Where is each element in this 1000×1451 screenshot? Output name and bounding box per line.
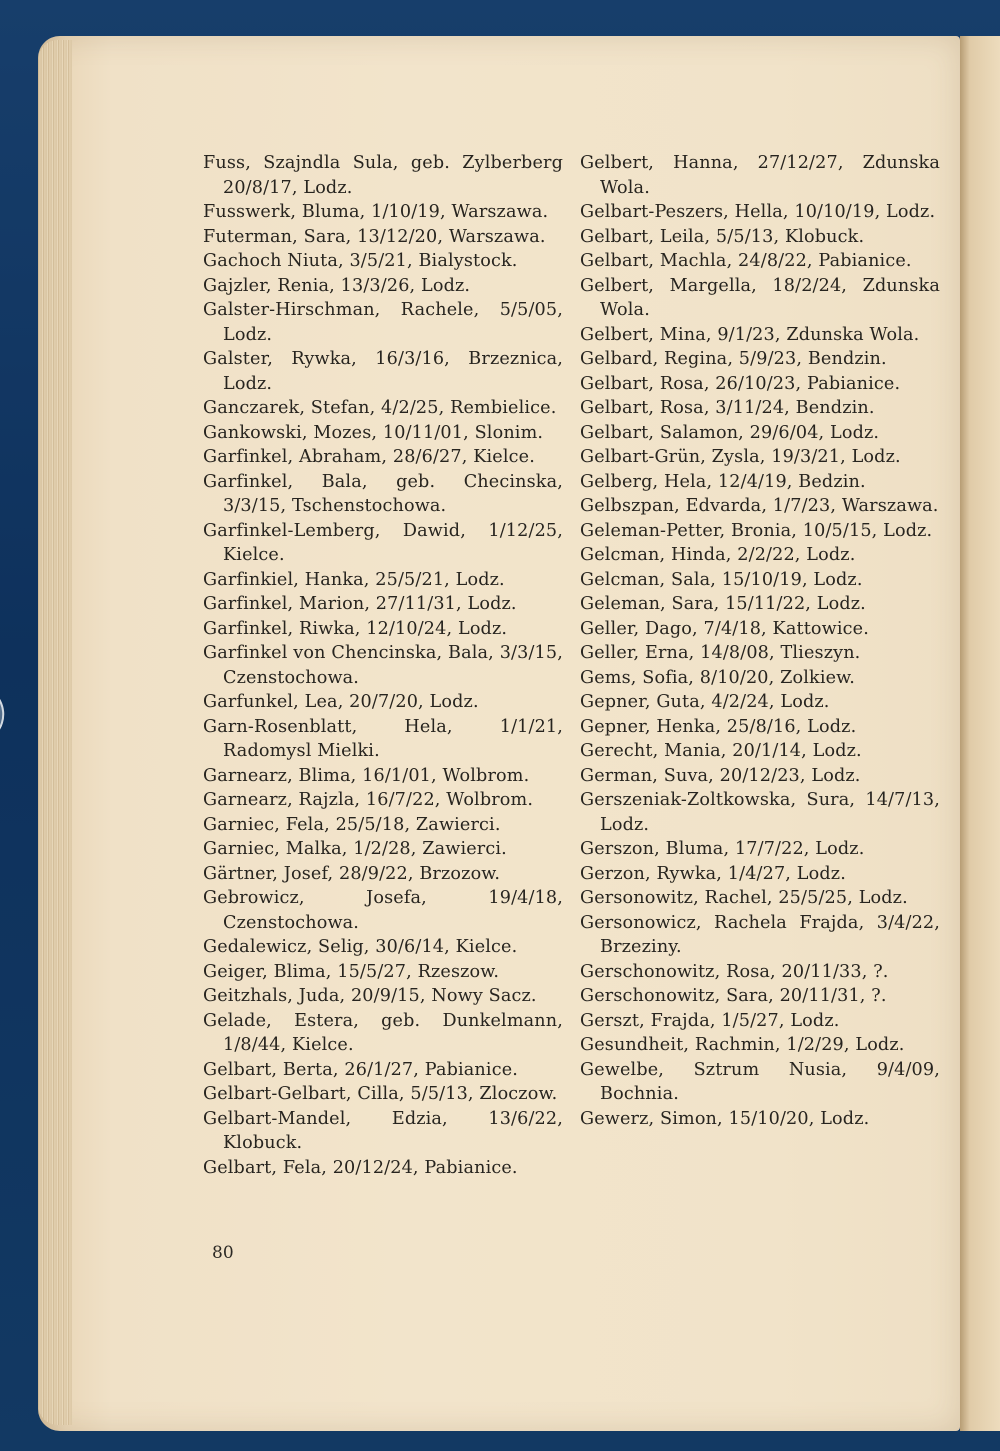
list-entry: Gelbart-Gelbart, Cilla, 5/5/13, Zloczow. (203, 1084, 558, 1104)
list-entry: Garfinkiel, Hanka, 25/5/21, Lodz. (203, 569, 505, 590)
list-entry: Garfinkel-Lemberg, Dawid, 1/12/25, Kielce. (203, 520, 563, 565)
list-entry: Gerszon, Bluma, 17/7/22, Lodz. (580, 839, 865, 859)
page-number: 80 (212, 1243, 234, 1263)
list-entry: Gerschonowitz, Sara, 20/11/31, ?. (580, 986, 887, 1006)
list-entry: Gebrowicz, Josefa, 19/4/18, Czenstochowa. (203, 888, 563, 933)
list-entry: Gärtner, Josef, 28/9/22, Brzozow. (203, 863, 501, 884)
list-entry: Galster-Hirschman, Rachele, 5/5/05, Lodz. (203, 300, 563, 345)
list-entry: Gachoch Niuta, 3/5/21, Bialystock. (203, 251, 518, 271)
list-entry: Gedalewicz, Selig, 30/6/14, Kielce. (203, 937, 518, 957)
list-entry: Garniec, Fela, 25/5/18, Zawierci. (203, 814, 501, 835)
list-entry: Garnearz, Blima, 16/1/01, Wolbrom. (203, 765, 530, 786)
list-entry: Garn-Rosenblatt, Hela, 1/1/21, Radomysl Mielki. (203, 716, 563, 761)
list-entry: Gerschonowitz, Rosa, 20/11/33, ?. (580, 961, 889, 982)
list-entry: Gelbert, Margella, 18/2/24, Zdunska Wola. (580, 275, 940, 320)
list-entry: Garfinkel, Marion, 27/11/31, Lodz. (203, 594, 517, 614)
list-entry: Garfinkel, Bala, geb. Checinska, 3/3/15, Tschenstochowa. (203, 471, 563, 516)
list-entry: Gerecht, Mania, 20/1/14, Lodz. (580, 741, 862, 761)
list-entry: Gelbart, Fela, 20/12/24, Pabianice. (203, 1157, 518, 1178)
list-entry: Gewerz, Simon, 15/10/20, Lodz. (580, 1108, 870, 1129)
list-entry: Gelbszpan, Edvarda, 1/7/23, Warszawa. (580, 496, 939, 516)
right-column (580, 151, 940, 1131)
list-entry: Garfunkel, Lea, 20/7/20, Lodz. (203, 692, 479, 712)
list-entry: German, Suva, 20/12/23, Lodz. (580, 765, 861, 786)
list-entry: Garfinkel von Chencinska, Bala, 3/3/15, Czenstochowa. (203, 643, 563, 688)
list-entry: Gelberg, Hela, 12/4/19, Bedzin. (580, 471, 866, 492)
list-entry: Galster, Rywka, 16/3/16, Brzeznica, Lodz. (203, 349, 563, 394)
list-entry: Gems, Sofia, 8/10/20, Zolkiew. (580, 667, 856, 688)
list-entry: Geiger, Blima, 15/5/27, Rzeszow. (203, 961, 500, 982)
list-entry: Gerszeniak-Zoltkowska, Sura, 14/7/13, Lodz. (580, 790, 940, 835)
list-entry: Gelbart, Rosa, 3/11/24, Bendzin. (580, 398, 875, 418)
list-entry: Gesundheit, Rachmin, 1/2/29, Lodz. (580, 1035, 905, 1055)
list-entry: Garfinkel, Abraham, 28/6/27, Kielce. (203, 447, 535, 467)
list-entry: Geller, Erna, 14/8/08, Tlieszyn. (580, 643, 861, 663)
list-entry: Gelcman, Sala, 15/10/19, Lodz. (580, 569, 863, 590)
list-entry: Futerman, Sara, 13/12/20, Warszawa. (203, 226, 546, 247)
list-entry: Gajzler, Renia, 13/3/26, Lodz. (203, 275, 471, 296)
list-entry: Gersonowicz, Rachela Frajda, 3/4/22, Brzeziny. (580, 912, 940, 957)
list-entry: Gelade, Estera, geb. Dunkelmann, 1/8/44, Kielce. (203, 1010, 563, 1055)
list-entry: Garfinkel, Riwka, 12/10/24, Lodz. (203, 618, 508, 639)
list-entry: Gelbart, Leila, 5/5/13, Klobuck. (580, 226, 865, 247)
list-entry: Garniec, Malka, 1/2/28, Zawierci. (203, 839, 507, 859)
list-entry: Gerszt, Frajda, 1/5/27, Lodz. (580, 1010, 840, 1031)
list-entry: Gelbart, Machla, 24/8/22, Pabianice. (580, 251, 912, 271)
list-entry: Gankowski, Mozes, 10/11/01, Slonim. (203, 422, 544, 443)
list-entry: Gelbart-Grün, Zysla, 19/3/21, Lodz. (580, 447, 901, 467)
list-entry: Garnearz, Rajzla, 16/7/22, Wolbrom. (203, 790, 534, 810)
list-entry: Geleman, Sara, 15/11/22, Lodz. (580, 594, 866, 614)
list-entry: Gelbart-Peszers, Hella, 10/10/19, Lodz. (580, 202, 936, 222)
list-entry: Gepner, Guta, 4/2/24, Lodz. (580, 692, 830, 712)
list-entry: Gelbart, Salamon, 29/6/04, Lodz. (580, 422, 880, 443)
page-stack-edges (38, 40, 72, 1425)
list-entry: Gelbart, Berta, 26/1/27, Pabianice. (203, 1059, 518, 1080)
list-entry: Fusswerk, Bluma, 1/10/19, Warszawa. (203, 202, 549, 222)
list-entry: Gewelbe, Sztrum Nusia, 9/4/09, Bochnia. (580, 1059, 940, 1104)
list-entry: Gelbard, Regina, 5/9/23, Bendzin. (580, 349, 887, 369)
list-entry: Geller, Dago, 7/4/18, Kattowice. (580, 618, 869, 639)
list-entry: Gelbart-Mandel, Edzia, 13/6/22, Klobuck. (203, 1108, 563, 1153)
list-entry: Gelbart, Rosa, 26/10/23, Pabianice. (580, 373, 901, 394)
list-entry: Geitzhals, Juda, 20/9/15, Nowy Sacz. (203, 986, 537, 1006)
list-entry: Gelbert, Hanna, 27/12/27, Zdunska Wola. (580, 153, 940, 198)
list-entry: Gersonowitz, Rachel, 25/5/25, Lodz. (580, 888, 908, 908)
list-entry: Gelbert, Mina, 9/1/23, Zdunska Wola. (580, 324, 920, 345)
list-entry: Geleman-Petter, Bronia, 10/5/15, Lodz. (580, 520, 933, 541)
left-column (203, 151, 563, 1180)
facing-page-edge (960, 36, 1000, 1431)
list-entry: Fuss, Szajndla Sula, geb. Zylberberg 20/8/17, Lodz. (203, 153, 563, 198)
list-entry: Ganczarek, Stefan, 4/2/25, Rembielice. (203, 398, 557, 418)
list-entry: Gerzon, Rywka, 1/4/27, Lodz. (580, 863, 846, 884)
list-entry: Gepner, Henka, 25/8/16, Lodz. (580, 716, 857, 737)
list-entry: Gelcman, Hinda, 2/2/22, Lodz. (580, 545, 856, 565)
